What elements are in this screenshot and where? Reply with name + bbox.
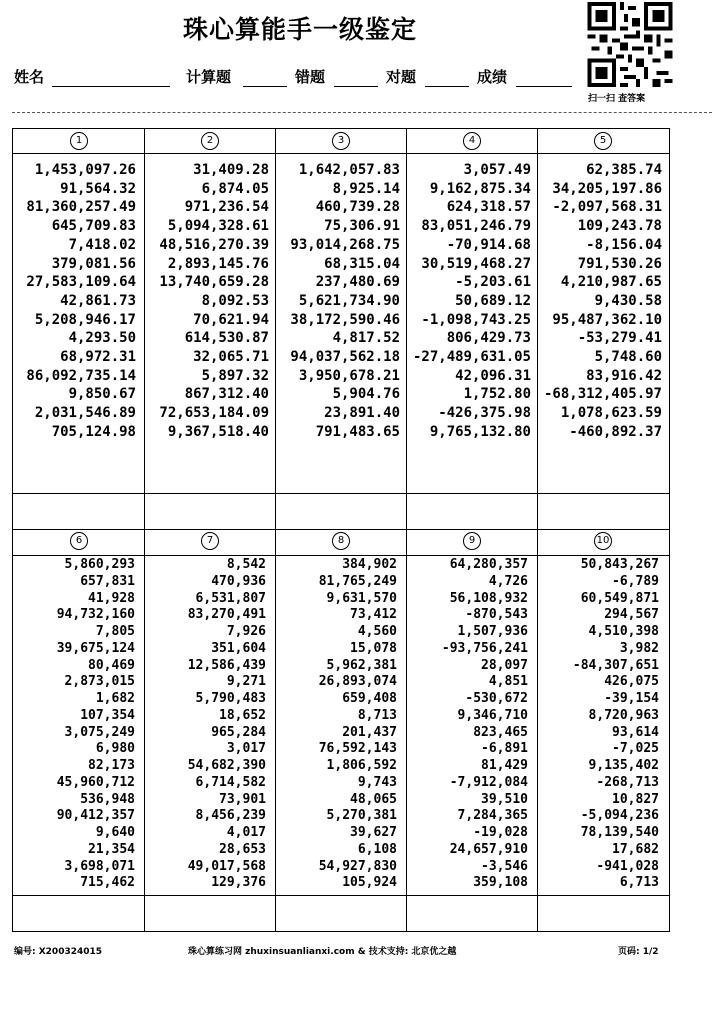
- value: 6,713: [619, 875, 659, 891]
- value: -2,097,568.31: [552, 199, 662, 216]
- value: 50,843,267: [580, 557, 659, 572]
- value: 93,614: [612, 724, 659, 740]
- value: 68,315.04: [324, 255, 400, 272]
- value: -27,489,631.05: [412, 349, 531, 366]
- value: 15,078: [350, 640, 397, 656]
- problem-values: [13, 161, 136, 442]
- value: -460,892.37: [569, 423, 662, 440]
- value: 31,409.28: [193, 162, 269, 178]
- footer-page: 页码: 1/2: [618, 947, 659, 957]
- answer-cell-9[interactable]: [406, 895, 537, 931]
- value: 28,097: [481, 657, 528, 673]
- value: 94,037,562.18: [290, 349, 400, 366]
- problem-number: 4: [463, 132, 481, 150]
- value: 806,429.73: [446, 330, 531, 347]
- value: 68,972.31: [60, 349, 136, 366]
- problem-number: 10: [594, 532, 612, 550]
- value: 34,205,197.86: [552, 180, 662, 197]
- value: 460,739.28: [315, 199, 400, 216]
- problem-values: [406, 557, 528, 892]
- value: 7,805: [95, 624, 135, 639]
- value: 9,162,875.34: [429, 180, 531, 197]
- value: 1,806,592: [326, 758, 397, 773]
- value: -268,713: [596, 774, 659, 790]
- value: 107,354: [80, 707, 135, 723]
- value: 1,642,057.83: [298, 162, 400, 178]
- value: 73,901: [219, 791, 266, 807]
- value: -70,914.68: [446, 236, 531, 253]
- value: 94,732,160: [56, 607, 135, 623]
- value: 41,928: [88, 590, 135, 606]
- value: 1,453,097.26: [34, 162, 136, 178]
- value: 359,108: [473, 875, 528, 891]
- problem-values: [144, 161, 269, 442]
- problem-number: 5: [594, 132, 612, 150]
- value: -53,279.41: [577, 330, 662, 347]
- value: 5,748.60: [594, 349, 662, 366]
- total-label: 计算题: [186, 68, 232, 86]
- footer-code: 编号: X200324015: [14, 947, 103, 957]
- value: 426,075: [604, 674, 659, 690]
- value: 17,682: [612, 841, 659, 857]
- value: 4,851: [488, 674, 528, 690]
- value: 81,360,257.49: [26, 199, 136, 216]
- value: 82,173: [88, 758, 135, 773]
- value: 1,682: [95, 691, 135, 706]
- value: 6,714,582: [195, 774, 266, 790]
- value: 5,897.32: [201, 367, 269, 384]
- page-title: 珠心算能手一级鉴定: [182, 15, 417, 44]
- value: 38,172,590.46: [290, 311, 400, 328]
- value: 7,284,365: [457, 808, 528, 824]
- value: -68,312,405.97: [543, 386, 662, 403]
- value: 95,487,362.10: [552, 311, 662, 328]
- value: 705,124.98: [51, 423, 136, 440]
- value: 83,270,491: [187, 607, 266, 623]
- value: 4,210,987.65: [560, 274, 662, 291]
- value: -5,203.61: [455, 274, 531, 291]
- value: 42,861.73: [60, 292, 136, 309]
- value: 45,960,712: [56, 774, 135, 790]
- value: 4,726: [488, 573, 528, 589]
- value: 9,367,518.40: [167, 423, 269, 440]
- value: 9,271: [226, 674, 266, 690]
- value: 8,542: [226, 557, 266, 572]
- problem-values: [406, 161, 531, 442]
- value: 80,469: [88, 657, 135, 673]
- value: 9,743: [357, 774, 397, 790]
- score-field[interactable]: [516, 86, 572, 87]
- value: 13,740,659.28: [159, 274, 269, 291]
- value: 76,592,143: [318, 741, 397, 757]
- value: 867,312.40: [184, 386, 269, 403]
- value: 5,790,483: [195, 691, 266, 706]
- value: 75,306.91: [324, 218, 400, 235]
- wrong-field[interactable]: [334, 86, 378, 87]
- value: 5,962,381: [326, 657, 397, 673]
- value: 4,510,398: [588, 624, 659, 639]
- problem-values: [537, 161, 662, 442]
- value: 791,530.26: [577, 255, 662, 272]
- value: 4,017: [226, 825, 266, 840]
- value: 50,689.12: [455, 292, 531, 309]
- value: 624,318.57: [446, 199, 531, 216]
- value: 351,604: [211, 640, 266, 656]
- value: 24,657,910: [449, 841, 528, 857]
- value: 237,480.69: [315, 274, 400, 291]
- value: 6,108: [357, 841, 397, 857]
- value: 8,925.14: [332, 180, 400, 197]
- value: 60,549,871: [580, 590, 659, 606]
- value: 384,902: [342, 557, 397, 572]
- value: 27,583,109.64: [26, 274, 136, 291]
- answer-cell-8[interactable]: [275, 895, 406, 931]
- value: 379,081.56: [51, 255, 136, 272]
- value: 54,927,830: [318, 858, 397, 874]
- value: 62,385.74: [586, 162, 662, 178]
- answer-cell-3[interactable]: [275, 493, 406, 529]
- value: -3,546: [481, 858, 528, 874]
- value: 2,873,015: [64, 674, 135, 690]
- value: 109,243.78: [577, 218, 662, 235]
- value: -426,375.98: [438, 405, 531, 422]
- value: 5,621,734.90: [298, 292, 400, 309]
- value: 614,530.87: [184, 330, 269, 347]
- value: 1,752.80: [463, 386, 531, 403]
- value: 48,516,270.39: [159, 236, 269, 253]
- student-info-row: [0, 66, 600, 92]
- value: 23,891.40: [324, 405, 400, 422]
- value: -8,156.04: [586, 236, 662, 253]
- value: -7,912,084: [449, 774, 528, 790]
- value: 8,456,239: [195, 808, 266, 824]
- problem-number: 1: [70, 132, 88, 150]
- value: 56,108,932: [449, 590, 528, 606]
- value: 2,031,546.89: [34, 405, 136, 422]
- right-field[interactable]: [425, 86, 469, 87]
- answer-cell-7[interactable]: [144, 895, 275, 931]
- problem-number: 7: [201, 532, 219, 550]
- value: 42,096.31: [455, 367, 531, 384]
- problem-number: 8: [332, 532, 350, 550]
- value: 8,720,963: [588, 707, 659, 723]
- name-label: 姓名: [14, 68, 45, 86]
- answer-cell-6[interactable]: [13, 895, 144, 931]
- value: 2,893,145.76: [167, 255, 269, 272]
- value: 294,567: [604, 607, 659, 623]
- value: 81,429: [481, 758, 528, 773]
- value: 3,950,678.21: [298, 367, 400, 384]
- value: 12,586,439: [187, 657, 266, 673]
- value: -6,891: [481, 741, 528, 757]
- value: 7,926: [226, 624, 266, 639]
- answer-cell-5[interactable]: [537, 493, 668, 529]
- value: 9,850.67: [68, 386, 136, 403]
- value: 49,017,568: [187, 858, 266, 874]
- value: 3,057.49: [463, 162, 531, 178]
- footer-site: 珠心算练习网 zhuxinsuanlianxi.com & 技术支持: 北京优之越: [188, 947, 457, 957]
- value: 5,094,328.61: [167, 218, 269, 235]
- value: 1,507,936: [457, 624, 528, 639]
- value: -941,028: [596, 858, 659, 874]
- value: 28,653: [219, 841, 266, 857]
- problem-values: [275, 557, 397, 892]
- value: 7,418.02: [68, 236, 136, 253]
- value: 3,017: [226, 741, 266, 757]
- value: 30,519,468.27: [421, 255, 531, 272]
- value: 54,682,390: [187, 758, 266, 773]
- value: -19,028: [473, 825, 528, 840]
- problem-values: [537, 557, 659, 892]
- value: 5,208,946.17: [34, 311, 136, 328]
- value: 9,765,132.80: [429, 423, 531, 440]
- value: -93,756,241: [441, 640, 528, 656]
- value: -870,543: [465, 607, 528, 623]
- value: 6,531,807: [195, 590, 266, 606]
- value: 5,860,293: [64, 557, 135, 572]
- value: 715,462: [80, 875, 135, 891]
- value: -1,098,743.25: [421, 311, 531, 328]
- value: 72,653,184.09: [159, 405, 269, 422]
- value: 8,713: [357, 707, 397, 723]
- value: 9,631,570: [326, 590, 397, 606]
- wrong-label: 错题: [295, 68, 326, 86]
- value: -84,307,651: [572, 657, 659, 673]
- value: 48,065: [350, 791, 397, 807]
- value: 64,280,357: [449, 557, 528, 572]
- problem-values: [13, 557, 135, 892]
- value: 105,924: [342, 875, 397, 891]
- value: 659,408: [342, 691, 397, 706]
- value: 83,051,246.79: [421, 218, 531, 235]
- value: 86,092,735.14: [26, 367, 136, 384]
- value: 823,465: [473, 724, 528, 740]
- value: 9,640: [95, 825, 135, 840]
- value: 3,075,249: [64, 724, 135, 740]
- score-label: 成绩: [477, 68, 508, 86]
- value: 129,376: [211, 875, 266, 891]
- value: 4,293.50: [68, 330, 136, 347]
- problem-number: 3: [332, 132, 350, 150]
- value: 10,827: [612, 791, 659, 807]
- problem-number: 9: [463, 532, 481, 550]
- value: 470,936: [211, 573, 266, 589]
- value: 6,980: [95, 741, 135, 757]
- answer-cell-10[interactable]: [537, 895, 668, 931]
- value: 5,270,381: [326, 808, 397, 824]
- value: 9,346,710: [457, 707, 528, 723]
- right-label: 对题: [386, 68, 417, 86]
- value: 93,014,268.75: [290, 236, 400, 253]
- cut-line: [12, 112, 712, 113]
- qr-caption: 扫一扫 查答案: [588, 94, 646, 104]
- value: 8,092.53: [201, 292, 269, 309]
- value: 32,065.71: [193, 349, 269, 366]
- problem-values: [144, 557, 266, 892]
- value: 9,430.58: [594, 292, 662, 309]
- value: 91,564.32: [60, 180, 136, 197]
- value: 201,437: [342, 724, 397, 740]
- value: 18,652: [219, 707, 266, 723]
- value: -5,094,236: [580, 808, 659, 824]
- value: 3,698,071: [64, 858, 135, 874]
- value: 965,284: [211, 724, 266, 740]
- total-field[interactable]: [243, 86, 287, 87]
- value: 3,982: [619, 640, 659, 656]
- value: -6,789: [612, 573, 659, 589]
- value: 971,236.54: [184, 199, 269, 216]
- value: 39,675,124: [56, 640, 135, 656]
- value: 5,904.76: [332, 386, 400, 403]
- value: 21,354: [88, 841, 135, 857]
- value: 73,412: [350, 607, 397, 623]
- value: 9,135,402: [588, 758, 659, 773]
- value: 78,139,540: [580, 825, 659, 840]
- value: 39,510: [481, 791, 528, 807]
- problem-grid: [12, 128, 670, 932]
- value: 536,948: [80, 791, 135, 807]
- value: -7,025: [612, 741, 659, 757]
- value: 645,709.83: [51, 218, 136, 235]
- answer-cell-2[interactable]: [144, 493, 275, 529]
- problem-values: [275, 161, 400, 442]
- value: 1,078,623.59: [560, 405, 662, 422]
- value: 26,893,074: [318, 674, 397, 690]
- value: 791,483.65: [315, 423, 400, 440]
- value: -39,154: [604, 691, 659, 706]
- answer-cell-4[interactable]: [406, 493, 537, 529]
- problem-number: 2: [201, 132, 219, 150]
- value: 81,765,249: [318, 573, 397, 589]
- value: 39,627: [350, 825, 397, 840]
- name-field[interactable]: [52, 86, 170, 87]
- value: 4,560: [357, 624, 397, 639]
- value: 83,916.42: [586, 367, 662, 384]
- value: 90,412,357: [56, 808, 135, 824]
- problem-number: 6: [70, 532, 88, 550]
- value: 657,831: [80, 573, 135, 589]
- answer-cell-1[interactable]: [13, 493, 144, 529]
- value: -530,672: [465, 691, 528, 706]
- value: 70,621.94: [193, 311, 269, 328]
- value: 6,874.05: [201, 180, 269, 197]
- value: 4,817.52: [332, 330, 400, 347]
